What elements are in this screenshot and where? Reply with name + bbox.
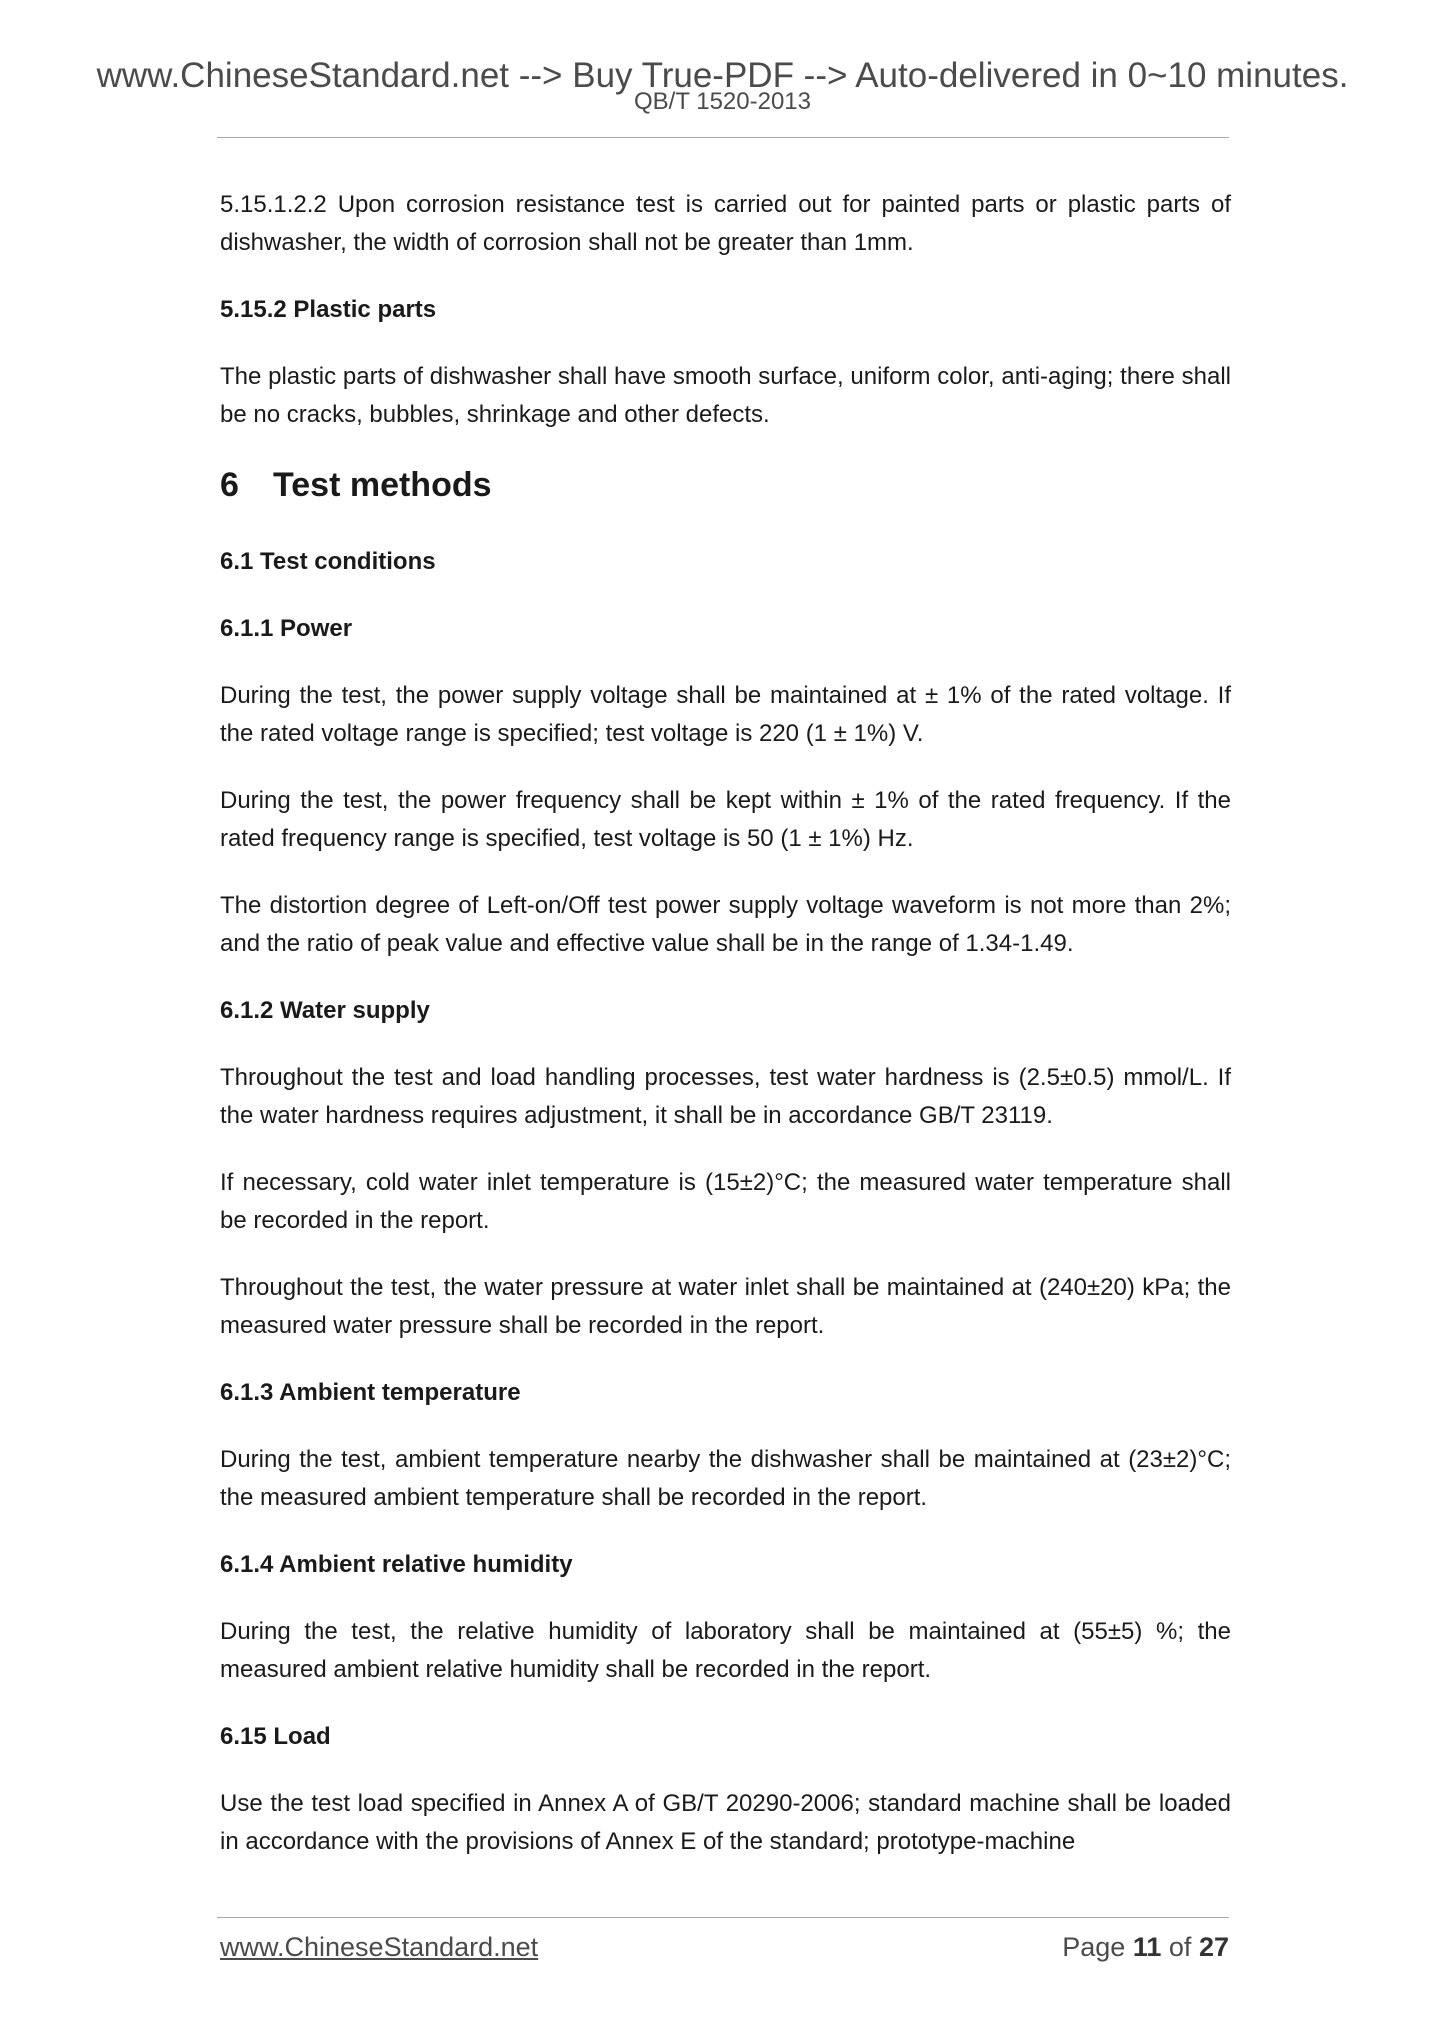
paragraph-water-pressure: Throughout the test, the water pressure at water inlet shall be maintained at (240±20) kPa; the measured water pressure shall be recorded in the report.: [220, 1274, 1231, 1339]
paragraph-power-voltage: During the test, the power supply voltage shall be maintained at ± 1% of the rated voltage. If the rated voltage range is specified; test voltage is 220 (1 ± 1%) V.: [220, 682, 1231, 747]
page-indicator: [1062, 1932, 1229, 1963]
heading-6-1-2: 6.1.2 Water supply: [220, 997, 430, 1024]
page-word: Page: [1062, 1932, 1126, 1962]
heading-6: [220, 463, 1231, 507]
footer-website-link[interactable]: www.ChineseStandard.net: [220, 1932, 539, 1962]
paragraph-ambient-temperature: During the test, ambient temperature nearby the dishwasher shall be maintained at (23±2)°C; the measured ambient temperature shall be recorded in the report.: [220, 1446, 1231, 1511]
header-divider: [217, 137, 1229, 138]
paragraph-power-distortion: The distortion degree of Left-on/Off test power supply voltage waveform is not more than 2%; and the ratio of peak value and effective value shall be in the range of 1.34-1.49.: [220, 892, 1231, 957]
paragraph-water-hardness: Throughout the test and load handling processes, test water hardness is (2.5±0.5) mmol/L. If the water hardness requires adjustment, it shall be in accordance GB/T 23119.: [220, 1064, 1231, 1129]
header-banner[interactable]: www.ChineseStandard.net --> Buy True-PDF --> Auto-delivered in 0~10 minutes.: [96, 56, 1349, 95]
footer-divider: [217, 1917, 1229, 1918]
heading-6-15: 6.15 Load: [220, 1723, 331, 1750]
heading-6-1-1: 6.1.1 Power: [220, 615, 353, 642]
paragraph-5-15-2: The plastic parts of dishwasher shall have smooth surface, uniform color, anti-aging; there shall be no cracks, bubbles, shrinkage and other defects.: [220, 363, 1231, 428]
heading-6-number: 6: [220, 466, 239, 504]
heading-5-15-2: 5.15.2 Plastic parts: [220, 296, 437, 323]
heading-6-1-3: 6.1.3 Ambient temperature: [220, 1379, 521, 1406]
standard-number: QB/T 1520-2013: [633, 88, 811, 115]
paragraph-water-temperature: If necessary, cold water inlet temperature is (15±2)°C; the measured water temperature shall be recorded in the report.: [220, 1169, 1231, 1234]
paragraph-power-frequency: During the test, the power frequency shall be kept within ± 1% of the rated frequency. If the rated frequency range is specified, test voltage is 50 (1 ± 1%) Hz.: [220, 787, 1231, 852]
page-total: 27: [1198, 1932, 1229, 1962]
page-of: of: [1168, 1932, 1192, 1962]
heading-6-1: 6.1 Test conditions: [220, 548, 436, 575]
paragraph-load: Use the test load specified in Annex A of GB/T 20290-2006; standard machine shall be loaded in accordance with the provisions of Annex E of the standard; prototype-machine: [220, 1790, 1231, 1855]
paragraph-5-15-1-2-2: 5.15.1.2.2 Upon corrosion resistance test is carried out for painted parts or plastic parts of dishwasher, the width of corrosion shall not be greater than 1mm.: [220, 191, 1231, 256]
heading-6-title: Test methods: [273, 466, 492, 504]
heading-6-1-4: 6.1.4 Ambient relative humidity: [220, 1551, 573, 1578]
paragraph-relative-humidity: During the test, the relative humidity of laboratory shall be maintained at (55±5) %; the measured ambient relative humidity shall be recorded in the report.: [220, 1618, 1231, 1683]
page-content: [220, 186, 1231, 1890]
page-current: 11: [1132, 1932, 1162, 1962]
